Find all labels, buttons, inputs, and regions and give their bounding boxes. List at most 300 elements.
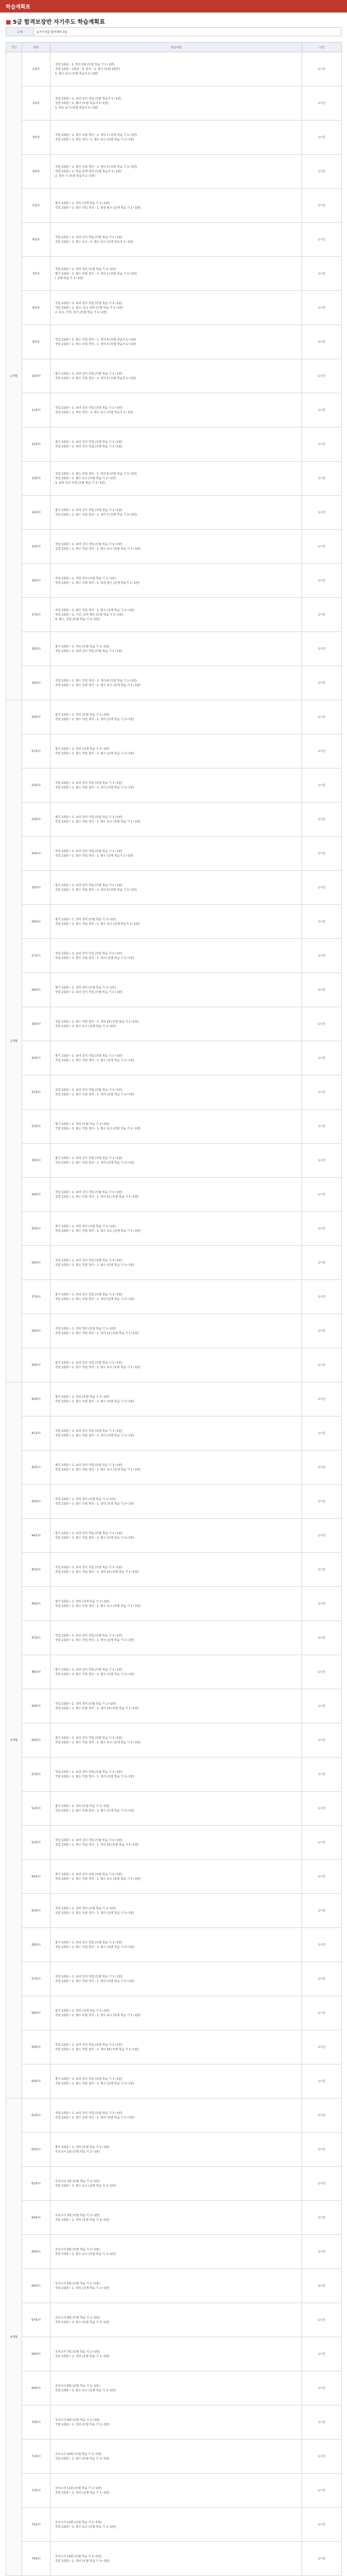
content-line: 필기 1회분~ 1. 보라 강의 작업 (모범 학습 기 1~1번)	[55, 1156, 123, 1160]
session-cell: 9회차	[22, 325, 51, 359]
content-line: 작업 1회분~ 1. 정리 (모범 학습 기 1~1번)	[55, 2218, 110, 2222]
session-cell: 63회차	[22, 2167, 51, 2201]
session-cell: 39회차	[22, 1348, 51, 1382]
time-cell: 1시간	[302, 837, 342, 871]
content-line: 필기 1회분~ 1. 정리 정리 (모범 학습 기 1~1번)	[55, 917, 116, 921]
time-cell: 1시간	[302, 1280, 342, 1314]
time-cell: 1시간	[302, 973, 342, 1007]
time-cell: 1시간	[302, 803, 342, 837]
content-line: 작업 1회분~ 1. 보라 강의 작업 (모범 학습 기 1~1번)	[55, 952, 123, 955]
session-cell: 17회차	[22, 598, 51, 632]
time-cell: 1시간	[302, 734, 342, 768]
time-cell: 1시간	[302, 1451, 342, 1485]
time-cell: 1시간	[302, 768, 342, 803]
content-cell	[51, 1996, 302, 2030]
session-cell: 48회차	[22, 1655, 51, 1689]
content-line: 작업 1회분~ 1. 정리 정리 (모범 학습 기 1~1번)	[55, 1906, 116, 1910]
time-cell: 1시간	[302, 1041, 342, 1075]
session-cell: 22회차	[22, 768, 51, 803]
content-cell	[51, 189, 302, 223]
content-cell	[51, 1212, 302, 1246]
content-line: 필기 1회분~ 1. 보라 강의 작업 (모범 학습 기 1~1번)	[55, 1463, 123, 1467]
content-line: 작업 1회분~ 1. 필수 작업 정리 - 1. 필수 보고 (모범 학습 기 1~1번)	[55, 1365, 141, 1369]
content-cell	[51, 1110, 302, 1144]
content-line: 필기 1회분~ 1. 정리 정리 (모범 학습 기 1~1번)	[55, 986, 116, 990]
content-cell	[51, 462, 302, 496]
session-cell: 57회차	[22, 1962, 51, 1996]
content-cell	[51, 1962, 302, 1996]
content-cell	[51, 2440, 302, 2474]
content-line: 필기 1회분~ 1. 보라 강의 작업 (모범 학습 기 1~1번)	[55, 1872, 123, 1876]
table-row	[6, 734, 342, 768]
session-cell: 58회차	[22, 1996, 51, 2030]
table-row	[6, 1007, 342, 1041]
session-cell: 25회차	[22, 871, 51, 905]
time-cell: 1시간	[302, 530, 342, 564]
content-line: 2. 보고, 미리, 복기 (모범 학습 기 1~1번)	[55, 310, 107, 314]
table-row	[6, 1178, 342, 1212]
session-cell: 4회차	[22, 155, 51, 189]
table-row	[6, 632, 342, 666]
content-line: 작업 1회분~ 1. 학습 단계 정리 (모범 학습지 1~1번)	[55, 169, 122, 173]
content-cell	[51, 1792, 302, 1826]
content-cell	[51, 837, 302, 871]
session-cell: 34회차	[22, 1178, 51, 1212]
content-line: 모의고사 4회 (모범 학습 기 1~1번)	[55, 2247, 100, 2251]
time-cell: 1시간	[302, 1382, 342, 1416]
content-cell	[51, 1075, 302, 1110]
content-line: 작업 1회분~ 1. 필수 작업 정리 - 1. 정리 16 (모범 학습 기 1~1번)	[55, 2047, 139, 2051]
table-row	[6, 1416, 342, 1451]
session-cell: 5회차	[22, 189, 51, 223]
content-line: 필기 1회분~ 1. 정리 (실제 학습 기 1~1번)	[55, 201, 110, 205]
content-line: 모의고사 11회 (모범 학습 기 1~1번)	[55, 2486, 102, 2490]
content-line: 필기 1회분~ 1. 보라 강의 작업 (모범 학습 기 1~1번)	[55, 508, 123, 512]
content-cell	[51, 803, 302, 837]
time-cell: 1시간	[302, 2405, 342, 2440]
content-cell	[51, 86, 302, 121]
course-label: 교재	[6, 28, 34, 36]
content-line: 작업 1회분~ 1. 필수 보고 (실제 학습 기 1~1번)	[55, 1024, 116, 1028]
time-cell: 1시간	[302, 1144, 342, 1178]
page-title-text: 5급 합격보장반 자기주도 학습계획표	[12, 19, 105, 26]
table-row	[6, 1314, 342, 1348]
session-cell: 66회차	[22, 2269, 51, 2303]
table-row	[6, 1962, 342, 1996]
content-line: 작업 1회분~ 1. 필수 작업 정리 - 1. 정리 (실제 학습 기 1~1번)	[55, 1161, 135, 1165]
session-cell: 32회차	[22, 1110, 51, 1144]
content-line: 작업 1회분~ 1. 필수 작업 정리 - 1. 정리 (모범 학습 기 1~1번)	[55, 786, 135, 790]
time-cell: 1시간	[302, 700, 342, 734]
time-cell: 1시간	[302, 2235, 342, 2269]
table-row	[6, 598, 342, 632]
content-line: 필기 1회분~ 1. 보라 강의 작업 (모범 학습 기 1~1번)	[55, 1941, 123, 1945]
content-cell	[51, 2235, 302, 2269]
table-row	[6, 2542, 342, 2576]
time-cell: 1시간	[302, 2371, 342, 2405]
content-line: 필기 1회분~ 1. 정리 (실제 학습 기 1~1번)	[55, 2009, 110, 2013]
table-row	[6, 1246, 342, 1280]
time-cell: 1시간	[302, 1246, 342, 1280]
content-cell	[51, 2303, 302, 2337]
session-cell: 74회차	[22, 2542, 51, 2576]
session-cell: 44회차	[22, 1519, 51, 1553]
session-cell: 21회차	[22, 734, 51, 768]
month-cell: 1개월	[6, 52, 22, 700]
table-row	[6, 189, 342, 223]
table-row	[6, 666, 342, 700]
time-cell: 1시간	[302, 325, 342, 359]
content-cell	[51, 393, 302, 427]
time-cell: 1시간	[302, 52, 342, 86]
content-line: 작업 1회분~ 1. 정리 (실제 학습 기 1~1번)	[55, 2491, 110, 2495]
table-row	[6, 1758, 342, 1792]
content-cell	[51, 2064, 302, 2099]
time-cell: 1시간	[302, 2474, 342, 2508]
session-cell: 18회차	[22, 632, 51, 666]
content-line: 작업 1회분~ 1. 필수 모범 정리 - 1. 필수 보고 (모범 학습 기 1~1번)	[55, 2013, 141, 2017]
content-line: 필기 1회분~ 1. 보라 강의 작업 (모범 학습 기 1~1번)	[55, 1293, 123, 1297]
content-line: 작업 1회분 - 1. 정리 1회 (모범 학습 기 1~1번)	[55, 63, 115, 67]
time-cell: 1시간	[302, 598, 342, 632]
session-cell: 53회차	[22, 1826, 51, 1860]
content-line: 3. 보라 강의 작업 (모범 학습 기 1~1번)	[55, 481, 106, 485]
content-line: 작업 1회분~ 1. 필수 모범 정리 - 1. 정리 (실제 학습 기 1~1번)	[55, 956, 135, 960]
content-line: 작업 1회분~ 1. 보라 강의 작업 (모범 학습 기 1~1번)	[55, 444, 123, 448]
time-cell: 1시간	[302, 2440, 342, 2474]
session-cell: 62회차	[22, 2133, 51, 2167]
content-cell	[51, 496, 302, 530]
content-line: 작업 1회분~ 1. 필수 작업 정리 - 1. 필수 (모범 학습 기 1~1번)	[55, 1263, 135, 1267]
session-cell: 41회차	[22, 1416, 51, 1451]
content-line: 작업 1회분~ 1. 필수 모범 정리 - 1. 정리 1 (실제 학습 기 1~1번)	[55, 133, 137, 137]
table-row	[6, 2030, 342, 2064]
content-cell	[51, 325, 302, 359]
content-line: 작업 1회분~ 1. 시간, 보라 계산 (모범 학습 기 1~1번)	[55, 613, 123, 617]
content-line: 작업 1회분~ 1. 필수 모범 정리 - 1. 정리 6 (모범 학습 기 1~1번)	[55, 472, 137, 476]
content-line: 작업 1회분~ 1. 보라 강의 작업 (모범 학습 기 1~1번)	[55, 235, 123, 239]
content-line: 1. 필수 보고 (모범 학습지 1~1번)	[55, 72, 98, 76]
content-line: 작업 1회분~ 1. 필수 작업 정리 - 1. 필수 보고 (모범 학습 기 1~1번)	[55, 1127, 141, 1131]
session-cell: 3회차	[22, 121, 51, 155]
content-line: 필기 1회분~ 1. 정리 (모범 학습 기 1~1번)	[55, 2145, 110, 2149]
content-line: 필기 1회분~ 1. 정리 (모범 학습 기 1~1번)	[55, 1395, 110, 1399]
session-cell: 47회차	[22, 1621, 51, 1655]
session-cell: 56회차	[22, 1928, 51, 1962]
session-cell: 45회차	[22, 1553, 51, 1587]
content-cell	[51, 1758, 302, 1792]
time-cell: 1시간	[302, 666, 342, 700]
session-cell: 30회차	[22, 1041, 51, 1075]
time-cell: 1시간	[302, 1621, 342, 1655]
content-line: 작업 1회분~ 1. 정리 (모범 학습 기 1~1번)	[55, 2354, 110, 2358]
content-cell	[51, 1894, 302, 1928]
content-line: 필기 1회분~ 1. 정리 (모범 학습 기 1~1번)	[55, 645, 110, 649]
session-cell: 65회차	[22, 2235, 51, 2269]
month-cell: 3개월	[6, 1382, 22, 2099]
content-cell	[51, 223, 302, 257]
table-row	[6, 905, 342, 939]
content-line: 필기 1회분~ 1. 보라 강의 작업 (모범 학습 기 1~1번)	[55, 440, 123, 444]
content-line: 작업 1회분~ 1. 파트 정리 - 1. 필수 보고 (모범 학습지 1~1번)	[55, 410, 133, 414]
content-cell	[51, 1860, 302, 1894]
session-cell: 12회차	[22, 427, 51, 462]
content-line: 필기 1회분~ 1. 정리 (실제 학습 기 1~1번)	[55, 1599, 110, 1603]
table-row	[6, 1928, 342, 1962]
session-cell: 31회차	[22, 1075, 51, 1110]
table-row	[6, 496, 342, 530]
content-line: 작업 1회분~ 1. 필수 작업 정리 - 1. 정리 (모범 학습 기 1~1번)	[55, 1775, 135, 1779]
page-title	[6, 17, 105, 26]
content-cell	[51, 1246, 302, 1280]
content-line: 작업 1회분~ 1. 필수 작업 정리 - 1. 필수 (실제 학습 기 1~1번)	[55, 751, 135, 755]
content-line: 4. 필드, 강점 (모범 학습 기 1~1번)	[55, 617, 100, 621]
content-line: 필기 1회분~ 1. 보라 강의 작업 (모범 학습 기 1~1번)	[55, 372, 123, 376]
content-line: 작업 1회분~ 1. 보라 강의 작업 (모범 학습 기 1~1번)	[55, 542, 123, 546]
content-cell	[51, 1007, 302, 1041]
table-row	[6, 121, 342, 155]
content-line: 모의고사 3회 (모범 학습 기 1~1번)	[55, 2213, 100, 2217]
time-cell: 1시간	[302, 359, 342, 393]
time-cell: 1시간	[302, 223, 342, 257]
content-line: 작업 1회분~ 1. 필수 작업 정리 - 1. 필수 보고 (모범 학습 기 1~1번)	[55, 547, 141, 551]
time-cell: 1시간	[302, 462, 342, 496]
time-cell: 1시간	[302, 86, 342, 121]
session-cell: 27회차	[22, 939, 51, 973]
content-line: 작업 1회분~ 1. 필수 작업 정리 - 1. 점검 필수 (실제 학습 기 1~1번)	[55, 206, 141, 210]
content-line: 작업 1회분~ 1. 필수 보고 (모범 학습 기 1~1번)	[55, 2252, 116, 2256]
content-line: 작업 1회분~ 1회분 - 2. 읽어 - 1. 필수 (모범 1회부)	[55, 67, 120, 71]
content-line: 작업 1회분~ 1. 필수 모범 정리 - 1. 정리 (모범 학습 기 1~1번)	[55, 2116, 135, 2120]
session-cell: 37회차	[22, 1280, 51, 1314]
time-cell: 1시간	[302, 2269, 342, 2303]
time-cell: 1시간	[302, 1553, 342, 1587]
table-header-row	[6, 43, 342, 52]
content-cell	[51, 973, 302, 1007]
content-line: 작업 1회분~ 1. 보라 강의 작업 (모범 학습 기 1~1번)	[55, 406, 123, 410]
content-line: 작업 1회분~ 1. 필수 작업 정리 - 1. 정리 4 (모범 학습지 1~1번)	[55, 338, 136, 342]
table-row	[6, 973, 342, 1007]
time-cell: 1시간	[302, 1110, 342, 1144]
time-cell: 1시간	[302, 1758, 342, 1792]
table-row	[6, 803, 342, 837]
header-content: 학습내용	[51, 43, 302, 52]
content-line: 작업 1회분~ 1. 필수 작업 정리 - 1. 필수 (모범 학습 기 1~1번)	[55, 1672, 135, 1676]
content-line: 모의고사 9회 (모범 학습 기 1~1번)	[55, 2418, 100, 2422]
session-cell: 1회차	[22, 52, 51, 86]
table-row	[6, 2474, 342, 2508]
table-row	[6, 427, 342, 462]
content-line: 작업 1회분~ 1. 보라 강의 작업 (모범 학습 기 1~1번)	[55, 1429, 123, 1433]
session-cell: 8회차	[22, 291, 51, 325]
time-cell: 1시간	[302, 1075, 342, 1110]
content-cell	[51, 1382, 302, 1416]
content-line: 작업 1회분~ 1. 필수 작업 정리 - 1. 필수 (실제 학습 기 1~1번)	[55, 608, 135, 612]
table-row	[6, 530, 342, 564]
table-row	[6, 1723, 342, 1758]
session-cell: 15회차	[22, 530, 51, 564]
time-cell: 1시간	[302, 2303, 342, 2337]
table-row	[6, 1996, 342, 2030]
time-cell: 1시간	[302, 1723, 342, 1758]
month-cell: 2개월	[6, 700, 22, 1382]
time-cell: 1시간	[302, 905, 342, 939]
content-cell	[51, 1519, 302, 1553]
table-row	[6, 2337, 342, 2371]
course-value: 윤키아 5급 합격대비 3급	[34, 28, 341, 36]
table-row	[6, 1621, 342, 1655]
content-line: 작업 1회분~ 1. 보라 강의 작업 (모범 학습 기 1~1번)	[55, 1258, 123, 1262]
content-cell	[51, 768, 302, 803]
course-info-row	[6, 28, 341, 36]
content-line: 작업 1회분~ 1. 필수 작업 정리 - 1. 정리 10 (모범 학습 기 1~1번)	[55, 1020, 139, 1024]
content-cell	[51, 121, 302, 155]
content-line: 작업 1회분~ 1. 보라 강의 작업 (모범 학습 기 1~1번)	[55, 2043, 123, 2047]
content-cell	[51, 359, 302, 393]
content-line: 작업 1회분~ 1. 보라 강의 작업 (모범 학습지 1~1번)	[55, 97, 122, 101]
content-line: 작업 1회분~ 1. 필수 작업 정리 - 1. 필수 (실제 학습 기 1~1번)	[55, 1536, 135, 1540]
content-cell	[51, 632, 302, 666]
content-line: 작업 1회분~ 1. 필수 모범 정리 - 1. 정리 (모범 학습 기 1~1번)	[55, 1502, 135, 1506]
time-cell: 1시간	[302, 1894, 342, 1928]
table-row	[6, 2133, 342, 2167]
time-cell: 1시간	[302, 291, 342, 325]
session-cell: 2회차	[22, 86, 51, 121]
content-line: 필기 1회분~ 1. 보라 강의 작업 (모범 학습 기 1~1번)	[55, 815, 123, 819]
table-row	[6, 2508, 342, 2542]
content-line: 1. 파트 보기 (모범 학습지 1~1번)	[55, 106, 98, 110]
time-cell: 1시간	[302, 1348, 342, 1382]
time-cell: 1시간	[302, 121, 342, 155]
session-cell: 72회차	[22, 2474, 51, 2508]
content-line: 작업 1회분~ 1. 필수 작업 정리 - 1. 정리 (모범 학습 기 1~1번)	[55, 1434, 135, 1437]
table-row	[6, 2167, 342, 2201]
content-line: 필기 1회분~ 1. 정리 정리 (모범 학습 기 1~1번)	[55, 1224, 116, 1228]
content-line: 필기 1회분~ 1. 보라 강의 작업 (모범 학습 기 1~1번)	[55, 1736, 123, 1740]
content-cell	[51, 52, 302, 86]
time-cell: 1시간	[302, 393, 342, 427]
time-cell: 1시간	[302, 1689, 342, 1723]
time-cell: 1시간	[302, 496, 342, 530]
content-line: 작업 1회분~ 1. 필수 모범 정리 - 1. 정리 11 (모범 학습 기 1~1번)	[55, 1195, 139, 1199]
content-cell	[51, 1621, 302, 1655]
time-cell: 1시간	[302, 2030, 342, 2064]
table-row	[6, 1110, 342, 1144]
table-row	[6, 462, 342, 496]
table-row	[6, 393, 342, 427]
content-line: 작업 1회분~ 1. 보라 강의 작업 (모범 학습 기 1~1번)	[55, 1565, 123, 1569]
content-line: 작업 1회분~ 1. 필수 작업 정리 - 1. 정리 7 (모범 학습 기 1~1번)	[55, 513, 137, 517]
time-cell: 1시간	[302, 1485, 342, 1519]
session-cell: 71회차	[22, 2440, 51, 2474]
session-cell: 60회차	[22, 2064, 51, 2099]
content-line: 작업 1회분~ 1. 필수 (모범 학습 기 1~1번)	[55, 2457, 110, 2461]
content-line: 작업 1회분~ 1. 보라 강의 작업 (모범 학습 기 1~1번)	[55, 301, 123, 305]
content-line: 작업 1회분~ 1. 필수 작업 정리 - 1. 필수 보고 (실제 학습지 1~1번)	[55, 922, 140, 926]
content-cell	[51, 2099, 302, 2133]
content-cell	[51, 530, 302, 564]
table-row	[6, 1826, 342, 1860]
content-line: 작업 1회분~ 1. 필수 작업 정리 - 1. 정리 (실제 학습 기 1~1번)	[55, 1638, 135, 1642]
session-cell: 29회차	[22, 1007, 51, 1041]
content-line: 작업 1회분~ 1. 필수 작업 정리 - 1. 정리 12 (모범 학습 기 1~1번)	[55, 1331, 139, 1335]
content-line: 작업 1회분~ 1. 필수 작업 정리 - 1. 정리 15 (모범 학습 기 1~1번)	[55, 1843, 139, 1847]
table-row	[6, 1382, 342, 1416]
table-row	[6, 1485, 342, 1519]
time-cell: 1시간	[302, 1314, 342, 1348]
session-cell: 51회차	[22, 1758, 51, 1792]
table-row	[6, 564, 342, 598]
session-cell: 24회차	[22, 837, 51, 871]
content-line: 작업 1회분~ 1. 필수 작업 정리 - 1. 필수 (실제 학습 기 1~1번)	[55, 1058, 135, 1062]
content-line: 필기 1회분~ 1. 정리 (모범 학습 기 1~1번)	[55, 713, 110, 717]
table-row	[6, 1792, 342, 1826]
session-cell: 46회차	[22, 1587, 51, 1621]
time-cell: 1시간	[302, 1996, 342, 2030]
table-row	[6, 86, 342, 121]
content-line: 작업 1회분~ 1. 필수 작업 정리 - 1. 정리 (모범 학습 기 1~1번)	[55, 1979, 135, 1983]
content-line: 작업 1회분~ 1. 필수 작업 정리 - 1. 정리 9 (모범 학습 기 1~1번)	[55, 888, 137, 892]
content-line: 모의고사 6회 (모범 학습 기 1~1번)	[55, 2316, 100, 2320]
time-cell: 1시간	[302, 1587, 342, 1621]
session-cell: 61회차	[22, 2099, 51, 2133]
content-line: 작업 1회분~ 1. 필수 모범 정리 - 1. 정리 (실제 학습 기 1~1번)	[55, 1297, 135, 1301]
content-line: 작업 1회분~ 1. 필수 모범 정리 - 1. 점검 필수 (실제 학습지 1~1번)	[55, 581, 140, 585]
content-line: 작업 1회분~ 1. 필수 작업 정리 - 1. 정리 5 (모범 학습지 1~1번)	[55, 376, 136, 380]
content-line: 작업 1회분~ 1. 정리 정리 (모범 학습 기 1~1번)	[55, 1497, 116, 1501]
content-cell	[51, 1587, 302, 1621]
table-row	[6, 325, 342, 359]
content-line: 필기 1회분~ 1. 정리 (실제 학습 기 1~1번)	[55, 747, 110, 751]
content-line: 작업 1회분~ 1. 필수 보고 (모범 학습 기 1~1번)	[55, 476, 116, 480]
table-row	[6, 2201, 342, 2235]
content-line: 모의고사 2회 (모범 학습 기 1~1번)	[55, 2179, 100, 2183]
content-cell	[51, 2542, 302, 2576]
session-cell: 11회차	[22, 393, 51, 427]
content-cell	[51, 1826, 302, 1860]
content-line: 작업 1회분~ 1. 풀이 (모범 학습지 1~1번)	[55, 101, 109, 105]
content-line: 작업 1회분~ 1. 필수 모범 정리 - 1. 정리 3 (모범 학습지 1~1번)	[55, 342, 136, 346]
content-cell	[51, 1485, 302, 1519]
time-cell: 1시간	[302, 2201, 342, 2235]
content-cell	[51, 2167, 302, 2201]
study-plan-body	[6, 52, 342, 2576]
content-line: 모의고사 5회 (모범 학습 기 1~1번)	[55, 2282, 100, 2286]
header-time: 시간	[302, 43, 342, 52]
content-cell	[51, 871, 302, 905]
content-line: 필기 1회분~ 1. 정리 (모범 학습 기 1~1번)	[55, 1122, 110, 1126]
content-line: 작업 1회분~ 1. 보라 강의 작업 (모범 학습 기 1~1번)	[55, 990, 123, 994]
table-row	[6, 939, 342, 973]
time-cell: 1시간	[302, 2133, 342, 2167]
session-cell: 50회차	[22, 1723, 51, 1758]
content-line: 작업 1회분~ 1. 보라 강의 작업 (모범 학습 기 1~1번)	[55, 2111, 123, 2115]
table-row	[6, 700, 342, 734]
content-line: 필기 1회분~ 1. 보라 강의 작업 (모범 학습 기 1~1번)	[55, 883, 123, 887]
content-line: 작업 1회분~ 1. 필수 작업 정리 - 1. 필수 보고 (실제 학습 기 1~1번)	[55, 1740, 141, 1744]
time-cell: 1시간	[302, 155, 342, 189]
session-cell: 23회차	[22, 803, 51, 837]
table-row	[6, 359, 342, 393]
content-line: 작업 1회분~ 1. 필수 작업 정리 - 1. 정리 13 (모범 학습 기 1~1번)	[55, 1570, 139, 1574]
session-cell: 69회차	[22, 2371, 51, 2405]
table-row	[6, 2269, 342, 2303]
content-cell	[51, 1348, 302, 1382]
content-line: 작업 1회분~ 1. 필수 모범 정리 - 1. 필수 (실제 학습 기 1~1번)	[55, 1809, 135, 1813]
content-cell	[51, 2405, 302, 2440]
session-cell: 36회차	[22, 1246, 51, 1280]
content-line: ( 실제 학습 기 1~1번)	[55, 276, 83, 280]
